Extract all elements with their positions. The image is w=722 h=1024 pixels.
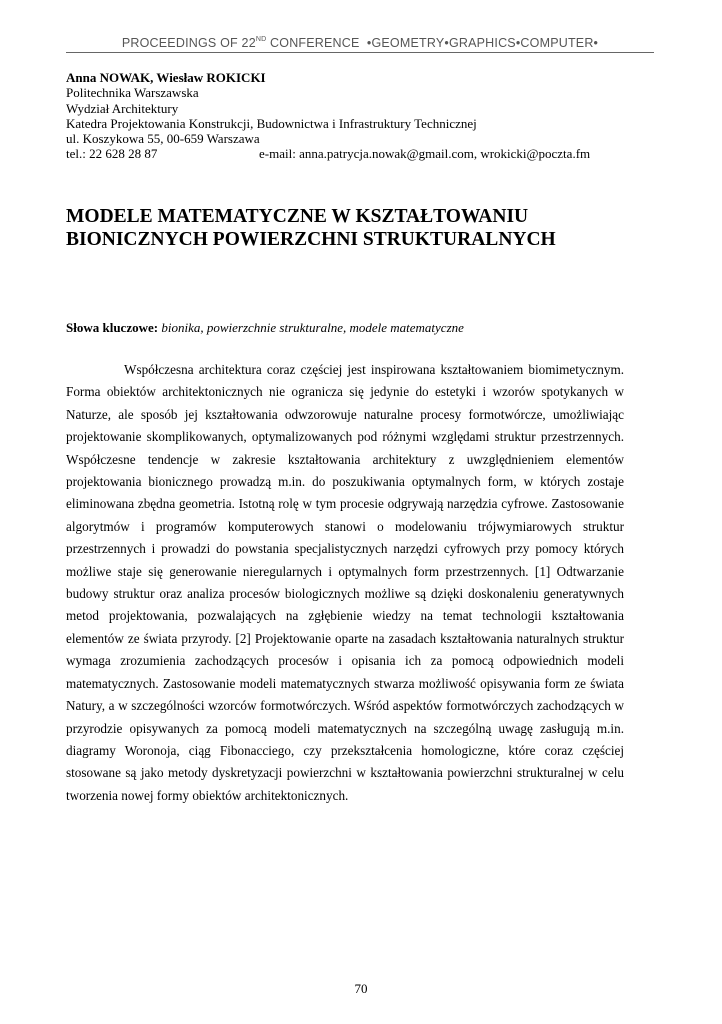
header-superscript: ND (255, 36, 267, 43)
telephone: tel.: 22 628 28 87 (66, 146, 158, 162)
keywords (66, 320, 666, 336)
faculty: Wydział Architektury (66, 100, 179, 116)
address: ul. Koszykowa 55, 00-659 Warszawa (66, 131, 260, 147)
page-number: 70 (354, 981, 368, 996)
contact-row (66, 146, 666, 161)
body-paragraph: Współczesna architektura coraz częściej jest inspirowana kształtowaniem biomimetycznym. Forma obiektów architektonicznych nie ogranicza się jedynie do estetyki i wzorów spotykanych w Naturze, ale sposób jej kształtowania odwzorowuje naturalne procesy formotwórcze, umożliwiając projektowanie skomplikowanych, optymalizowanych pod różnymi względami struktur przestrzennych. Współczesne tendencje w zakresie kształtowania architektury z uwzględnieniem elementów projektowania bionicznego prowadzą m.in. do poszukiwania optymalnych form, w których zostaje eliminowana zbędna geometria. Istotną rolę w tym procesie odgrywają narzędzia cyfrowe. Zastosowanie algorytmów i programów komputerowych stanowi o modelowaniu trójwymiarowych struktur przestrzennych i prowadzi do powstania specjalistycznych narzędzi cyfrowych przy pomocy których możliwe staje się generowanie nieregularnych i optymalnych form przestrzennych. [1] Odtwarzanie budowy struktur oraz analiza procesów biologicznych możliwe są dzięki doskonaleniu generatywnych metod projektowania, pozwalających na zgłębienie wiedzy na temat technologii kształtowania elementów ze świata przyrody. [2] Projektowanie oparte na zasadach kształtowania naturalnych struktur wymaga zrozumienia zachodzących procesów i opisania ich za pomocą odpowiednich modeli matematycznych. Zastosowanie modeli matematycznych stwarza możliwość opisywania form ze świata Natury, a w szczególności wzorców formotwórczych. Wśród aspektów formotwórczych zachodzących w przyrodzie opisywanych za pomocą modeli matematycznych na szczególną uwagę zasługują m.in. diagramy Woronoja, ciąg Fibonacciego, czy przekształcenia homologiczne, które coraz częściej stosowane są jako metody dyskretyzacji powierzchni w kształtowania powierzchni strukturalnej w celu tworzenia nowej formy obiektów architektonicznych. (66, 362, 624, 803)
department: Katedra Projektowania Konstrukcji, Budownictwa i Infrastruktury Technicznej (66, 115, 477, 131)
keywords-label: Słowa kluczowe: (66, 320, 159, 335)
header-prefix: PROCEEDINGS OF 22 (121, 36, 256, 50)
email: e-mail: anna.patrycja.nowak@gmail.com, wrokicki@poczta.fm (259, 146, 591, 162)
keywords-value: bionika, powierzchnie strukturalne, modele matematyczne (161, 320, 464, 335)
running-header (66, 36, 654, 53)
author-affiliation (66, 70, 666, 162)
paper-title (66, 205, 666, 251)
authors: Anna NOWAK, Wiesław ROKICKI (66, 70, 266, 85)
title-line-2: BIONICZNYCH POWIERZCHNI STRUKTURALNYCH (66, 229, 556, 250)
university: Politechnika Warszawska (66, 85, 199, 101)
title-line-1: MODELE MATEMATYCZNE W KSZTAŁTOWANIU (66, 206, 529, 227)
header-suffix: CONFERENCE •GEOMETRY•GRAPHICS•COMPUTER• (266, 36, 599, 50)
